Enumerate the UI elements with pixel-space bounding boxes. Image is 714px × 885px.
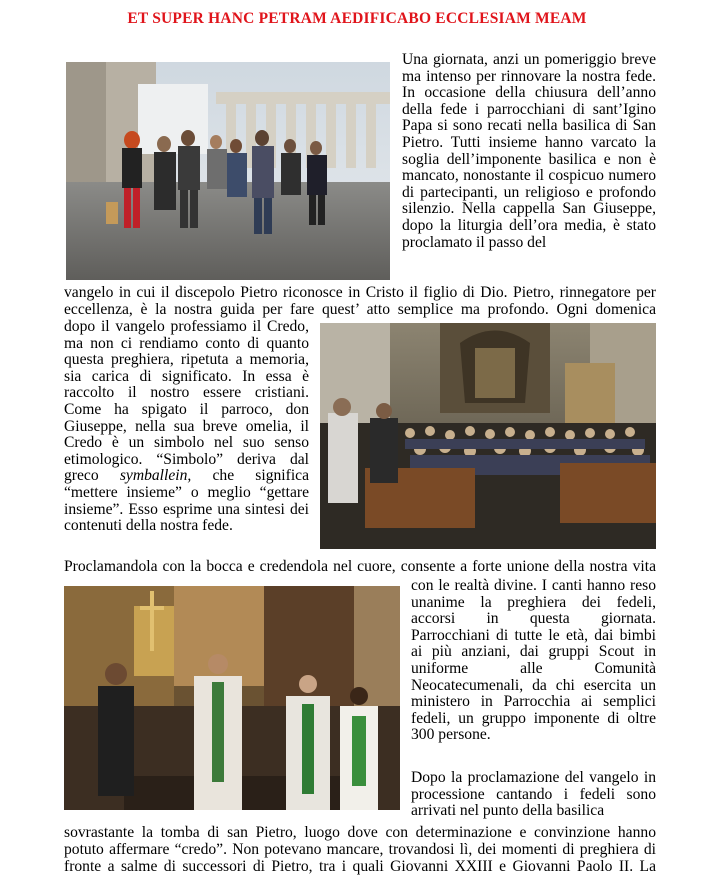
- paragraph-intro: Una giornata, anzi un pomeriggio breve ma intenso per rinnovare la nostra fede. In occasione della chiusura dell’anno della fede i parrocchiani di sant’Igino Papa si sono recati nella basilica di San Pietro. Tutti insieme hanno varcato la soglia dell’imponente basilica e non è mancato, nonostante il cospicuo numero di partecipanti, un religioso e profondo silenzio. Nella cappella San Giuseppe, dopo la liturgia dell’ora media, è stato proclamato il passo del: [402, 51, 656, 251]
- text-line-4: sovrastante la tomba di san Pietro, luogo dove con determinazione e convinzione hanno: [64, 824, 656, 841]
- paragraph-chants: con le realtà divine. I canti hanno reso unanime la preghiera dei fedeli, accorsi in questa giornata. Parrocchiani di tutte le età, dai bimbi ai più anziani, dai gruppi Scout in uniforme alle Comunità Neocatecumenali, da chi esercita un ministero in Parrocchia ai semplici fedeli, un gruppo imponente di oltre 300 persone.: [411, 577, 656, 744]
- text-line-2: eccellenza, è la nostra guida per fare quest’ atto semplice ma profondo. Ogni domenica: [64, 301, 656, 318]
- photo-altar-celebrants: [64, 586, 400, 810]
- greek-term: symballein,: [119, 467, 192, 485]
- article-title: ET SUPER HANC PETRAM AEDIFICABO ECCLESIAM MEAM: [127, 10, 587, 27]
- paragraph-procession: Dopo la proclamazione del vangelo in processione cantando i fedeli sono arrivati nel punto della basilica: [411, 769, 656, 820]
- text-line-3: Proclamandola con la bocca e credendola nel cuore, consente a forte unione della nostra vita: [64, 558, 656, 575]
- text-line-1: vangelo in cui il discepolo Pietro riconosce in Cristo il figlio di Dio. Pietro, rinnegatore per: [64, 284, 656, 301]
- paragraph-credo-end: che significa “mettere insieme” o meglio “gettare insieme”. Esso esprime una sintesi dei contenuti della nostra fede.: [64, 467, 309, 535]
- photo-group-colonnade: [66, 62, 390, 280]
- paragraph-credo-start: dopo il vangelo professiamo il Credo, ma non ci rendiamo conto di quanto questa preghiera, ripetuta a memoria, sia carica di significato. In essa è raccolto il nostro essere cristiani. Come ha spigato il parroco, don Giuseppe, nella sua breve omelia, il Credo è un simbolo nel suo senso etimologico. “Simbolo” deriva dal greco: [64, 318, 309, 485]
- photo-basilica-congregation: [320, 323, 656, 549]
- text-line-5: potuto affermare “credo”. Non potevano mancare, trovandosi lì, dei momenti di preghiera di: [64, 841, 656, 858]
- paragraph-credo: [64, 319, 309, 535]
- text-line-6: fronte a salme di successori di Pietro, tra i quali Giovanni XXIII e Giovanni Paolo II. La: [64, 858, 656, 875]
